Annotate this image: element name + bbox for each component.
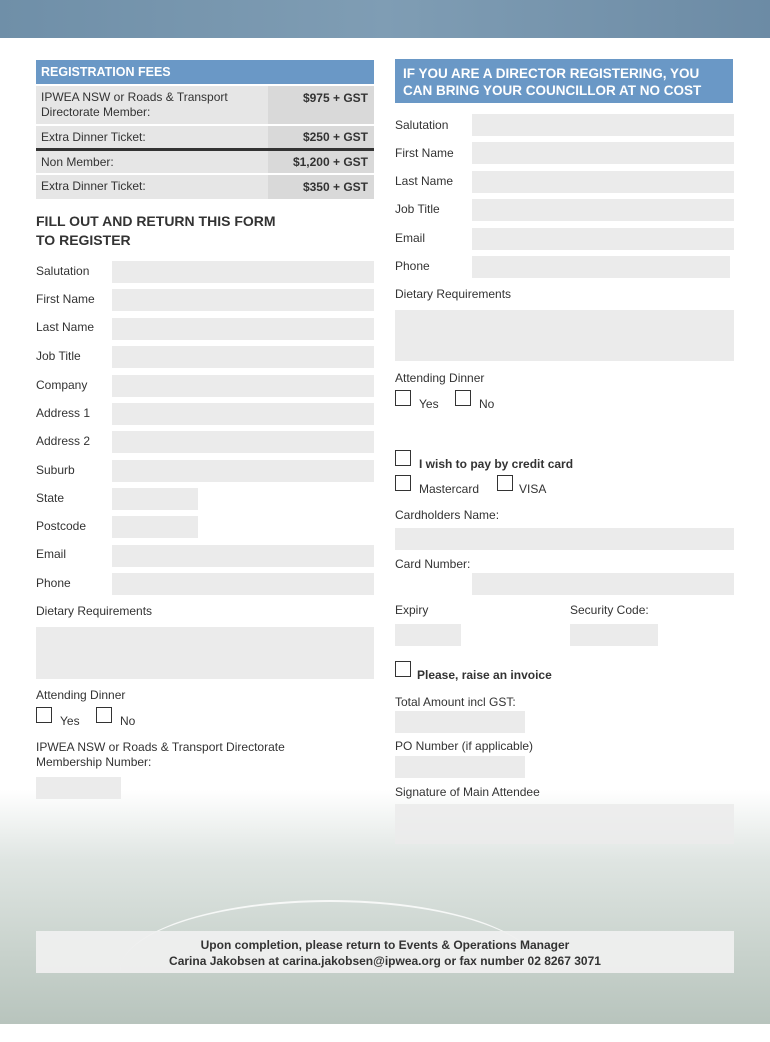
invoice-checkbox[interactable] (395, 661, 411, 677)
dinner-no-checkbox[interactable] (96, 707, 112, 723)
dir-email-input[interactable] (472, 228, 734, 250)
fee-row (36, 86, 374, 124)
footer-line: Upon completion, please return to Events & Operations Manager (200, 938, 570, 952)
mastercard-label: Mastercard (419, 482, 480, 496)
fee-price: $250 + GST (268, 126, 374, 148)
cardholder-input[interactable] (395, 528, 734, 550)
card-number-label: Card Number: (395, 557, 471, 571)
fee-row (36, 175, 374, 199)
total-amount-input[interactable] (395, 711, 525, 733)
dietary-label: Dietary Requirements (36, 604, 153, 618)
dir-dinner-yes-checkbox[interactable] (395, 390, 411, 406)
address1-label: Address 1 (36, 406, 91, 420)
dir-job-title-input[interactable] (472, 199, 734, 221)
suburb-label: Suburb (36, 463, 75, 477)
fee-label: Extra Dinner Ticket: (41, 179, 146, 193)
job-title-label: Job Title (36, 349, 81, 363)
visa-checkbox[interactable] (497, 475, 513, 491)
first-name-input[interactable] (112, 289, 374, 311)
fee-price: $350 + GST (268, 175, 374, 199)
email-input[interactable] (112, 545, 374, 567)
credit-card-checkbox[interactable] (395, 450, 411, 466)
fee-label: Extra Dinner Ticket: (41, 130, 146, 144)
expiry-label: Expiry (395, 603, 429, 617)
dir-dietary-textarea[interactable] (395, 310, 734, 361)
state-label: State (36, 491, 65, 505)
salutation-input[interactable] (112, 261, 374, 283)
dir-email-label: Email (395, 231, 426, 245)
dir-dinner-yes-label: Yes (419, 397, 439, 411)
director-header-line: CAN BRING YOUR COUNCILLOR AT NO COST (403, 83, 702, 98)
address2-label: Address 2 (36, 434, 91, 448)
address1-input[interactable] (112, 403, 374, 425)
header-banner (0, 0, 770, 38)
company-label: Company (36, 378, 88, 392)
form-title-line: FILL OUT AND RETURN THIS FORM (36, 213, 276, 229)
card-number-input[interactable] (472, 573, 734, 595)
email-label: Email (36, 547, 67, 561)
attending-dinner-label: Attending Dinner (36, 688, 126, 702)
dir-last-name-input[interactable] (472, 171, 734, 193)
membership-label (36, 740, 285, 770)
last-name-input[interactable] (112, 318, 374, 340)
company-input[interactable] (112, 375, 374, 397)
dir-first-name-input[interactable] (472, 142, 734, 164)
footer-line: Carina Jakobsen at carina.jakobsen@ipwea.org or fax number 02 8267 3071 (169, 954, 601, 968)
director-header (395, 59, 733, 103)
footer-return-info (36, 931, 734, 973)
postcode-input[interactable] (112, 516, 198, 538)
po-number-input[interactable] (395, 756, 525, 778)
director-header-line: IF YOU ARE A DIRECTOR REGISTERING, YOU (403, 66, 700, 81)
dir-phone-input[interactable] (472, 256, 730, 278)
expiry-input[interactable] (395, 624, 461, 646)
phone-input[interactable] (112, 573, 374, 595)
dinner-yes-checkbox[interactable] (36, 707, 52, 723)
state-input[interactable] (112, 488, 198, 510)
fee-row (36, 151, 374, 173)
address2-input[interactable] (112, 431, 374, 453)
dinner-no-label: No (120, 714, 136, 728)
dir-salutation-label: Salutation (395, 118, 449, 132)
fee-price: $975 + GST (268, 86, 374, 124)
visa-label: VISA (519, 482, 547, 496)
membership-label-line: Membership Number: (36, 755, 152, 769)
dir-last-name-label: Last Name (395, 174, 454, 188)
membership-label-line: IPWEA NSW or Roads & Transport Directorate (36, 740, 285, 754)
dir-attending-dinner-label: Attending Dinner (395, 371, 485, 385)
dir-dinner-no-checkbox[interactable] (455, 390, 471, 406)
dir-first-name-label: First Name (395, 146, 454, 160)
fees-header: REGISTRATION FEES (36, 60, 374, 84)
dietary-textarea[interactable] (36, 627, 374, 679)
mastercard-checkbox[interactable] (395, 475, 411, 491)
credit-card-label: I wish to pay by credit card (419, 457, 574, 471)
signature-label: Signature of Main Attendee (395, 785, 540, 799)
fee-price: $1,200 + GST (268, 151, 374, 173)
po-number-label: PO Number (if applicable) (395, 739, 534, 753)
job-title-input[interactable] (112, 346, 374, 368)
suburb-input[interactable] (112, 460, 374, 482)
fee-row (36, 126, 374, 148)
security-code-label: Security Code: (570, 603, 649, 617)
fee-label: Non Member: (41, 155, 114, 169)
membership-number-input[interactable] (36, 777, 121, 799)
phone-label: Phone (36, 576, 71, 590)
form-title (36, 212, 276, 250)
dir-phone-label: Phone (395, 259, 430, 273)
last-name-label: Last Name (36, 320, 95, 334)
dir-salutation-input[interactable] (472, 114, 734, 136)
salutation-label: Salutation (36, 264, 90, 278)
form-title-line: TO REGISTER (36, 232, 131, 248)
security-code-input[interactable] (570, 624, 658, 646)
dir-dietary-label: Dietary Requirements (395, 287, 512, 301)
dir-dinner-no-label: No (479, 397, 495, 411)
first-name-label: First Name (36, 292, 95, 306)
cardholder-label: Cardholders Name: (395, 508, 500, 522)
fee-label: IPWEA NSW or Roads & Transport Directorate Member: (41, 90, 228, 119)
postcode-label: Postcode (36, 519, 87, 533)
signature-input[interactable] (395, 804, 734, 844)
invoice-label: Please, raise an invoice (417, 668, 552, 682)
dinner-yes-label: Yes (60, 714, 80, 728)
dir-job-title-label: Job Title (395, 202, 440, 216)
total-amount-label: Total Amount incl GST: (395, 695, 516, 709)
